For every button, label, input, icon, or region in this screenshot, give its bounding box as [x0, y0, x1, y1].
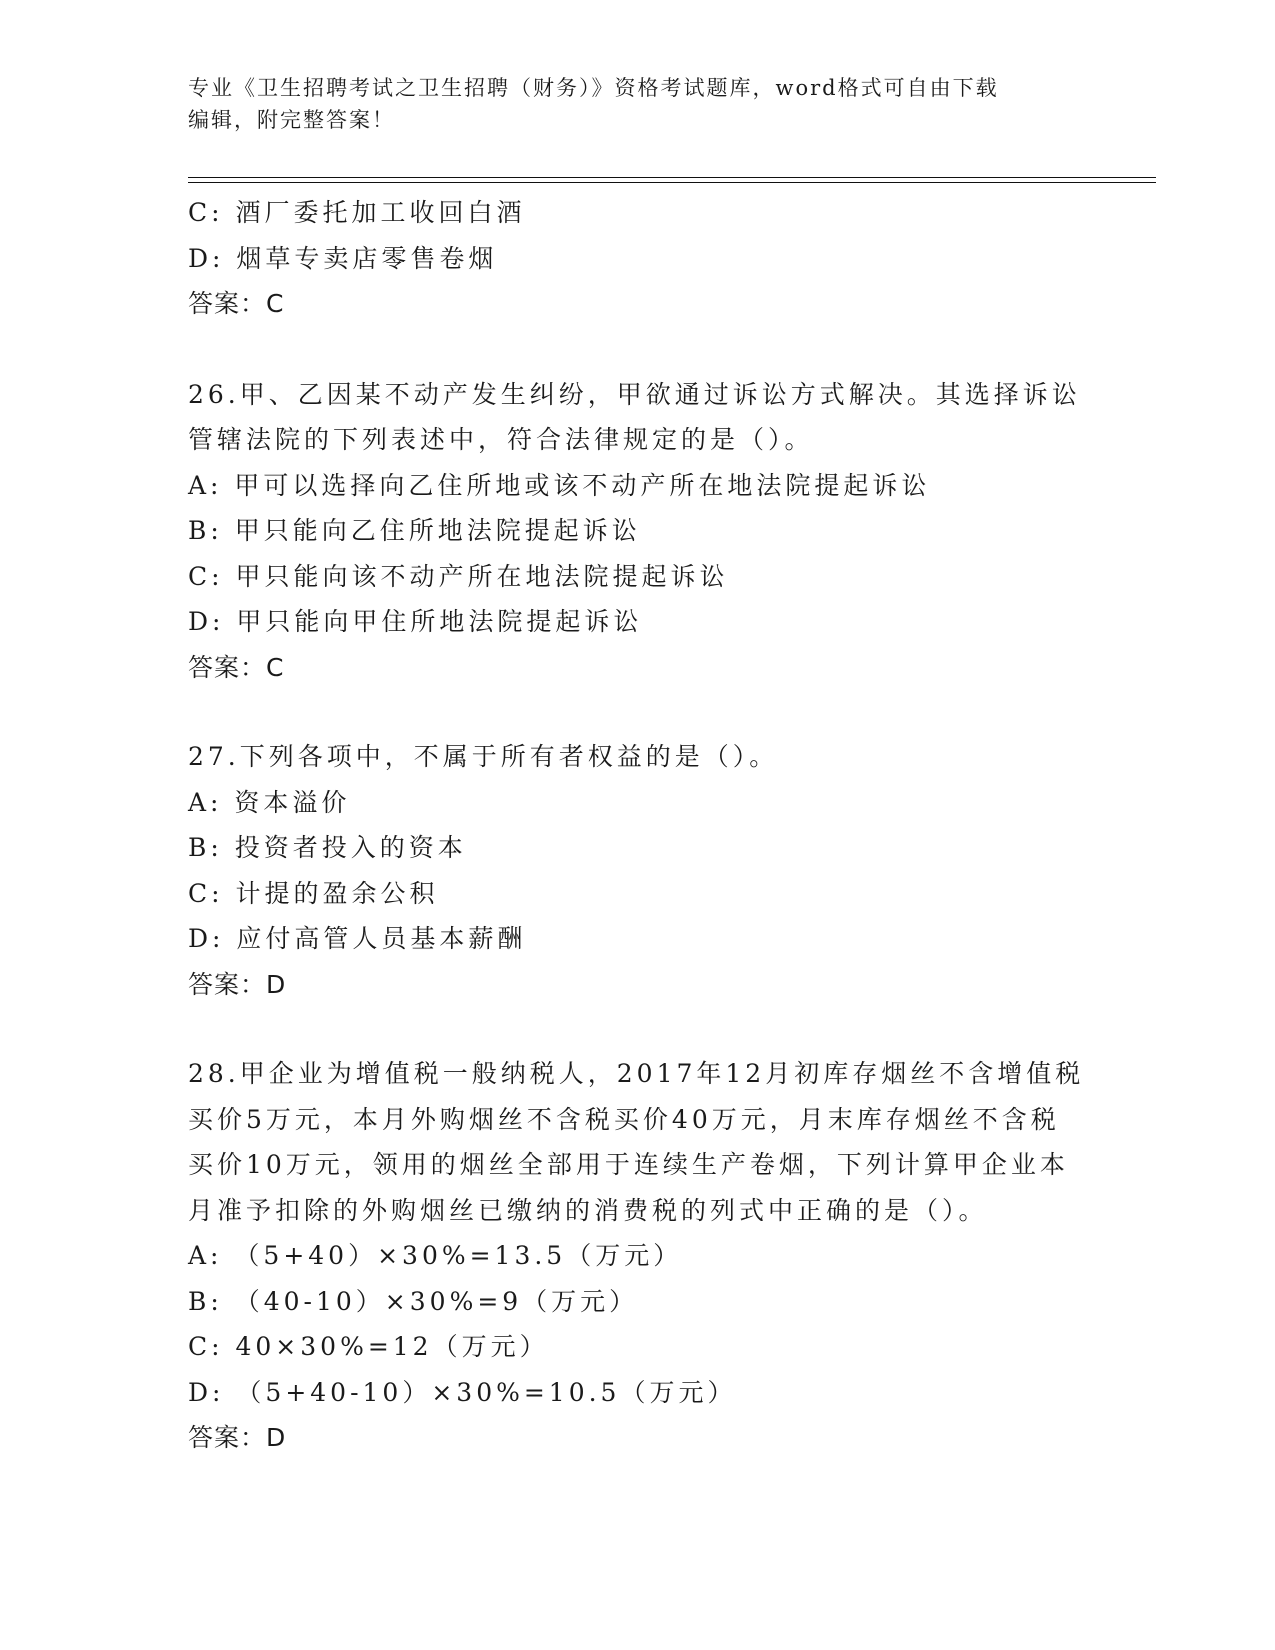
option-a: A: 资本溢价	[188, 787, 351, 817]
question-stem-line: 管辖法院的下列表述中，符合法律规定的是（）。	[188, 425, 814, 454]
answer-line: 答案：C	[188, 289, 285, 318]
question-28	[188, 1051, 1088, 1461]
option-a: A: 甲可以选择向乙住所地或该不动产所在地法院提起诉讼	[188, 470, 931, 500]
option-d: D: 甲只能向甲住所地法院提起诉讼	[188, 607, 643, 636]
question-26	[188, 372, 1088, 691]
option-c: C: 酒厂委托加工收回白酒	[188, 198, 526, 227]
option-c: C: 40×30%=12（万元）	[188, 1332, 549, 1361]
question-content	[188, 190, 1088, 1461]
question-stem-line: 月准予扣除的外购烟丝已缴纳的消费税的列式中正确的是（）。	[188, 1195, 988, 1225]
question-stem-line: 28.甲企业为增值税一般纳税人，2017年12月初库存烟丝不含增值税	[188, 1059, 1085, 1088]
answer-line: 答案：D	[188, 1423, 287, 1452]
answer-line: 答案：D	[188, 969, 287, 999]
spacer	[188, 327, 1088, 372]
question-stem-line: 买价10万元，领用的烟丝全部用于连续生产卷烟，下列计算甲企业本	[188, 1150, 1069, 1179]
header-divider-bottom	[188, 182, 1156, 183]
option-d: D: 应付高管人员基本薪酬	[188, 924, 527, 953]
spacer	[188, 690, 1088, 734]
option-b: B: （40-10）×30%=9（万元）	[188, 1286, 639, 1316]
question-stem-line: 27.下列各项中，不属于所有者权益的是（）。	[188, 742, 779, 771]
question-stem-line: 26.甲、乙因某不动产发生纠纷，甲欲通过诉讼方式解决。其选择诉讼	[188, 379, 1081, 409]
spacer	[188, 1007, 1088, 1051]
option-d: D: （5+40-10）×30%=10.5（万元）	[188, 1377, 737, 1407]
answer-line: 答案：C	[188, 652, 285, 682]
option-d: D: 烟草专卖店零售卷烟	[188, 243, 498, 273]
header-divider-top	[188, 177, 1156, 178]
question-stem-line: 买价5万元，本月外购烟丝不含税买价40万元，月末库存烟丝不含税	[188, 1104, 1060, 1134]
option-b: B: 甲只能向乙住所地法院提起诉讼	[188, 516, 641, 545]
question-27	[188, 734, 1088, 1007]
option-c: C: 计提的盈余公积	[188, 878, 439, 908]
document-header	[188, 72, 1068, 136]
header-line-2: 编辑，附完整答案！	[188, 108, 395, 132]
option-c: C: 甲只能向该不动产所在地法院提起诉讼	[188, 561, 729, 591]
header-line-1: 专业《卫生招聘考试之卫生招聘（财务）》资格考试题库，word格式可自由下载	[188, 76, 999, 100]
option-b: B: 投资者投入的资本	[188, 833, 467, 862]
option-a: A: （5+40）×30%=13.5（万元）	[188, 1241, 683, 1270]
